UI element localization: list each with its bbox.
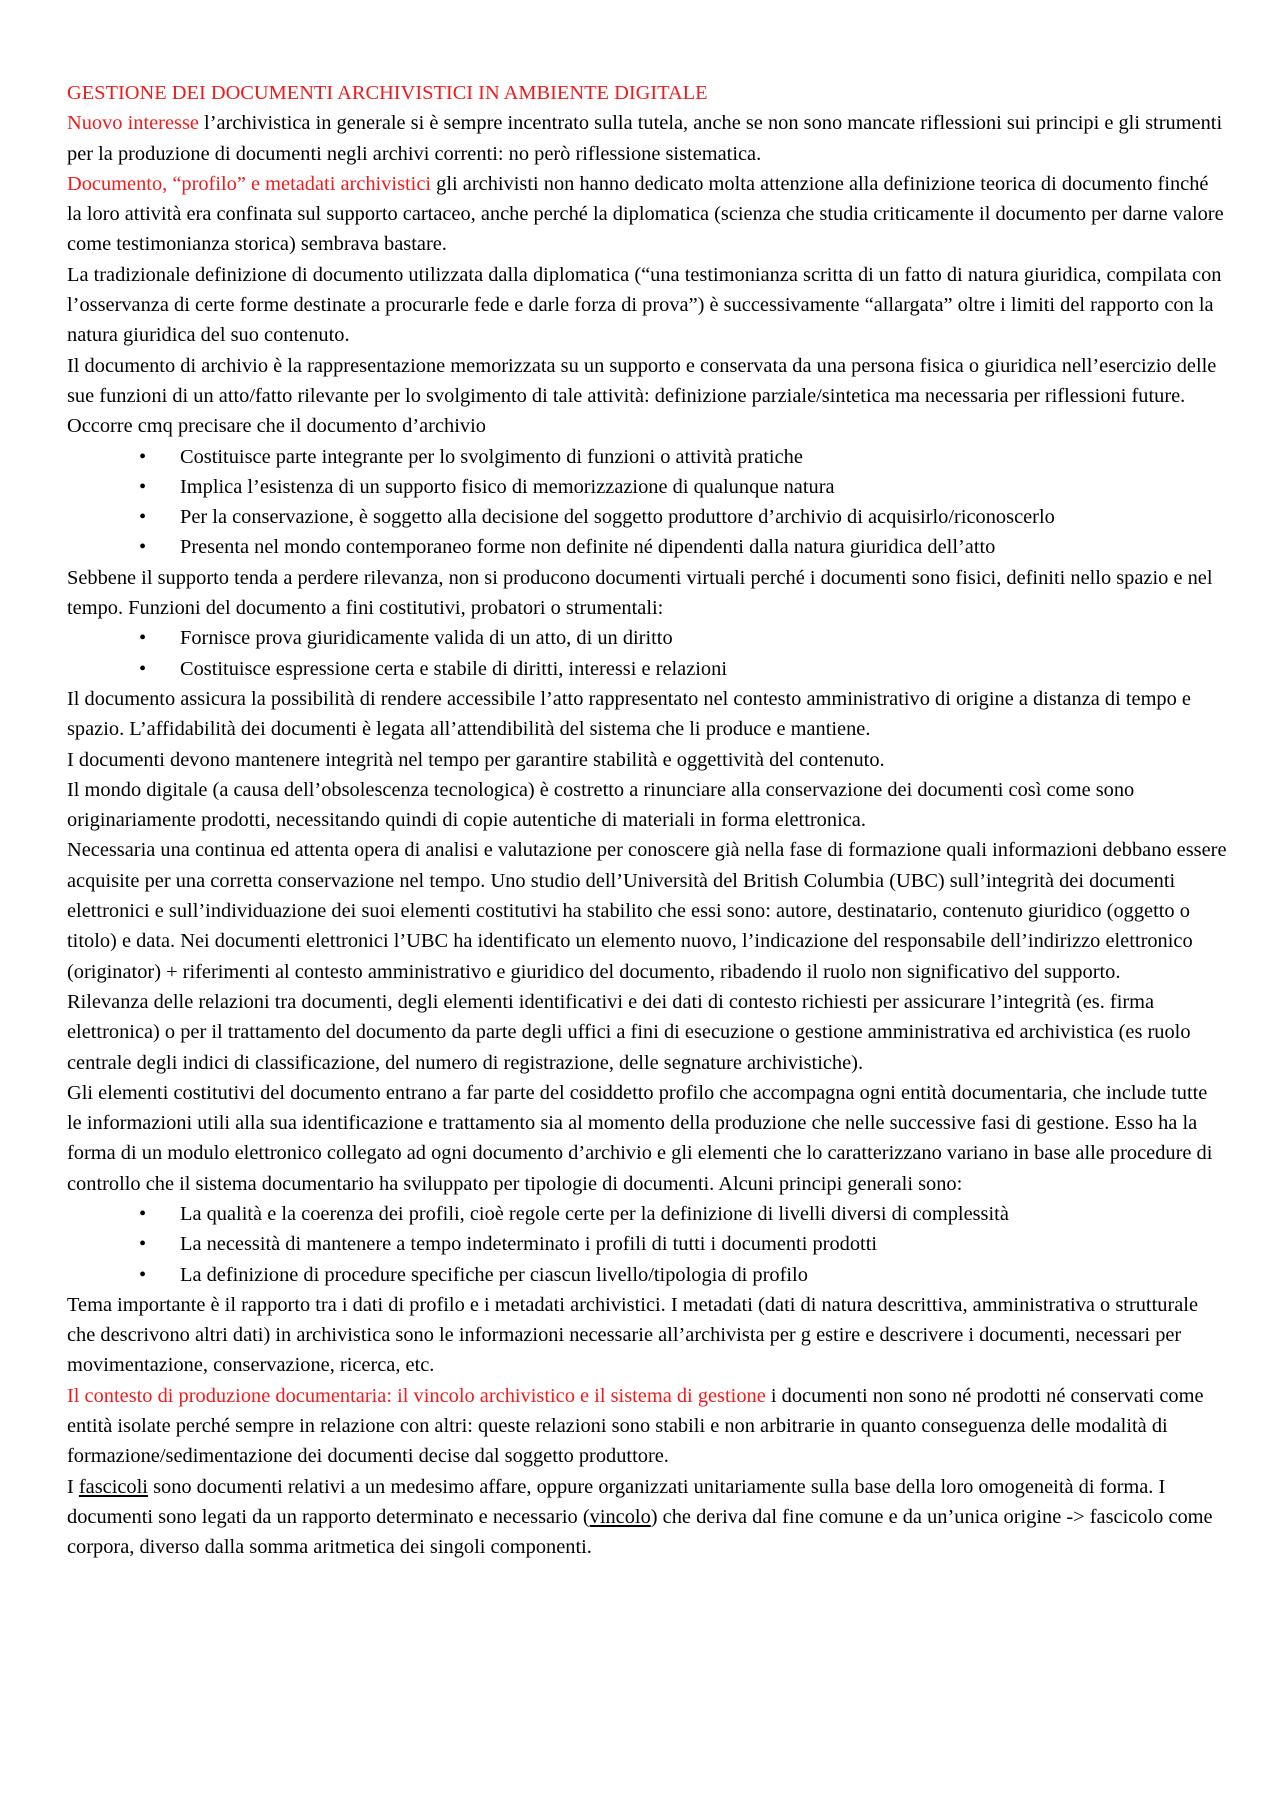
list-item: • Presenta nel mondo contemporaneo forme non definite né dipendenti dalla natura giuridica dell’atto	[139, 532, 1227, 562]
paragraph-text: i documenti non sono né prodotti né conservati come entità isolate perché sempre in relazione con altri: queste relazioni sono stabili e non arbitrarie in quanto conseguenza delle modalità di formazione/sedimentazione dei documenti decise dal soggetto produttore.	[67, 1384, 1204, 1468]
paragraph-nuovo-interesse	[67, 108, 1227, 169]
paragraph-text: l’archivistica in generale si è sempre incentrato sulla tutela, anche se non sono mancate riflessioni sui principi e gli strumenti per la produzione di documenti negli archivi correnti: no però riflessione sistematica.	[67, 112, 1223, 165]
paragraph-mondo-digitale: Il mondo digitale (a causa dell’obsolescenza tecnologica) è costretto a rinunciare alla conservazione dei documenti così come sono originariamente prodotti, necessitando quindi di copie autentiche di materiali in forma elettronica.	[67, 778, 1135, 832]
bullet-list-documento-archivio	[67, 442, 1227, 563]
paragraph-text: gli archivisti non hanno dedicato molta attenzione alla definizione teorica di documento finché la loro attività era confinata sul supporto cartaceo, anche perché la diplomatica (scienza che studia criticamente il documento per darne valore come testimonianza storica) sembrava bastare.	[67, 172, 1224, 256]
paragraph-ubc-study: Necessaria una continua ed attenta opera di analisi e valutazione per conoscere già nella fase di formazione quali informazioni debbano essere acquisite per una corretta conservazione nel tempo. Uno studio dell’Università del British Columbia (UBC) sull’integrità dei documenti elettronici e sull’individuazione dei suoi elementi costitutivi ha stabilito che essi sono: autore, destinatario, contenuto giuridico (oggetto o titolo) e data. Nei documenti elettronici l’UBC ha identificato un elemento nuovo, l’indicazione del responsabile dell’indirizzo elettronico (originator) + riferimenti al contesto amministrativo e giuridico del documento, ribadendo il ruolo non significativo del supporto.	[67, 839, 1227, 983]
section-heading-nuovo-interesse: Nuovo interesse	[67, 112, 199, 135]
section-heading-documento-profilo: Documento, “profilo” e metadati archivistici	[67, 172, 432, 195]
underlined-term-vincolo: vincolo	[589, 1505, 651, 1528]
list-item: • La definizione di procedure specifiche per ciascun livello/tipologia di profilo	[139, 1260, 1227, 1290]
underlined-term-fascicoli: fascicoli	[78, 1475, 148, 1498]
paragraph-documento-profilo	[67, 169, 1227, 260]
paragraph-text: ) che deriva dal fine comune e da un’unica origine -> fascicolo come corpora, diverso dalla somma aritmetica dei singoli componenti.	[67, 1505, 1213, 1559]
list-item: • Costituisce parte integrante per lo svolgimento di funzioni o attività pratiche	[139, 442, 1227, 472]
bullet-list-funzioni	[67, 623, 1227, 684]
section-heading-contesto-produzione: Il contesto di produzione documentaria: il vincolo archivistico e il sistema di gestione	[67, 1384, 766, 1407]
paragraph-text: I	[67, 1475, 79, 1498]
paragraph-contesto-produzione	[67, 1381, 1227, 1472]
paragraph-accessibilita: Il documento assicura la possibilità di rendere accessibile l’atto rappresentato nel contesto amministrativo di origine a distanza di tempo e spazio. L’affidabilità dei documenti è legata all’attendibilità del sistema che li produce e mantiene.	[67, 687, 1191, 741]
list-item: • Fornisce prova giuridicamente valida di un atto, di un diritto	[139, 623, 1227, 653]
paragraph-text: sono documenti relativi a un medesimo affare, oppure organizzati unitariamente sulla base della loro omogeneità di forma. I documenti sono legati da un rapporto determinato e necessario (	[67, 1475, 1166, 1528]
paragraph-supporto: Sebbene il supporto tenda a perdere rilevanza, non si producono documenti virtuali perché i documenti sono fisici, definiti nello spazio e nel tempo. Funzioni del documento a fini costitutivi, probatori o strumentali:	[67, 566, 1213, 620]
list-item: • Costituisce espressione certa e stabile di diritti, interessi e relazioni	[139, 654, 1227, 684]
list-item: • La necessità di mantenere a tempo indeterminato i profili di tutti i documenti prodotti	[139, 1229, 1227, 1259]
document-page	[67, 78, 1227, 1563]
paragraph-profilo: Gli elementi costitutivi del documento entrano a far parte del cosiddetto profilo che accompagna ogni entità documentaria, che include tutte le informazioni utili alla sua identificazione e trattamento sia al momento della produzione che nelle successive fasi di gestione. Esso ha la forma di un modulo elettronico collegato ad ogni documento d’archivio e gli elementi che lo caratterizzano variano in base alle procedure di controllo che il sistema documentario ha sviluppato per tipologie di documenti. Alcuni principi generali sono:	[67, 1081, 1213, 1195]
bullet-list-principi	[67, 1199, 1227, 1290]
paragraph-metadati: Tema importante è il rapporto tra i dati di profilo e i metadati archivistici. I metadati (dati di natura descrittiva, amministrativa o strutturale che descrivono altri dati) in archivistica sono le informazioni necessarie all’archivista per g estire e descrivere i documenti, necessari per movimentazione, conservazione, ricerca, etc.	[67, 1293, 1199, 1377]
paragraph-relazioni: Rilevanza delle relazioni tra documenti, degli elementi identificativi e dei dati di contesto richiesti per assicurare l’integrità (es. firma elettronica) o per il trattamento del documento da parte degli uffici a fini di esecuzione o gestione amministrativa ed archivistica (es ruolo centrale degli indici di classificazione, del numero di registrazione, delle segnature archivistiche).	[67, 990, 1191, 1074]
paragraph-integrita: I documenti devono mantenere integrità nel tempo per garantire stabilità e oggettività del contenuto.	[67, 748, 885, 771]
list-item: • Per la conservazione, è soggetto alla decisione del soggetto produttore d’archivio di acquisirlo/riconoscerlo	[139, 502, 1227, 532]
document-title: GESTIONE DEI DOCUMENTI ARCHIVISTICI IN AMBIENTE DIGITALE	[67, 82, 708, 104]
paragraph-fascicoli	[67, 1472, 1227, 1563]
paragraph-definizione-tradizionale: La tradizionale definizione di documento utilizzata dalla diplomatica (“una testimonianza scritta di un fatto di natura giuridica, compilata con l’osservanza di certe forme destinate a procurarle fede e darle forza di prova”) è successivamente “allargata” oltre i limiti del rapporto con la natura giuridica del suo contenuto.	[67, 263, 1222, 347]
list-item: • Implica l’esistenza di un supporto fisico di memorizzazione di qualunque natura	[139, 472, 1227, 502]
list-item: • La qualità e la coerenza dei profili, cioè regole certe per la definizione di livelli diversi di complessità	[139, 1199, 1227, 1229]
paragraph-documento-archivio: Il documento di archivio è la rappresentazione memorizzata su un supporto e conservata da una persona fisica o giuridica nell’esercizio delle sue funzioni di un atto/fatto rilevante per lo svolgimento di tale attività: definizione parziale/sintetica ma necessaria per riflessioni future. Occorre cmq precisare che il documento d’archivio	[67, 354, 1217, 438]
